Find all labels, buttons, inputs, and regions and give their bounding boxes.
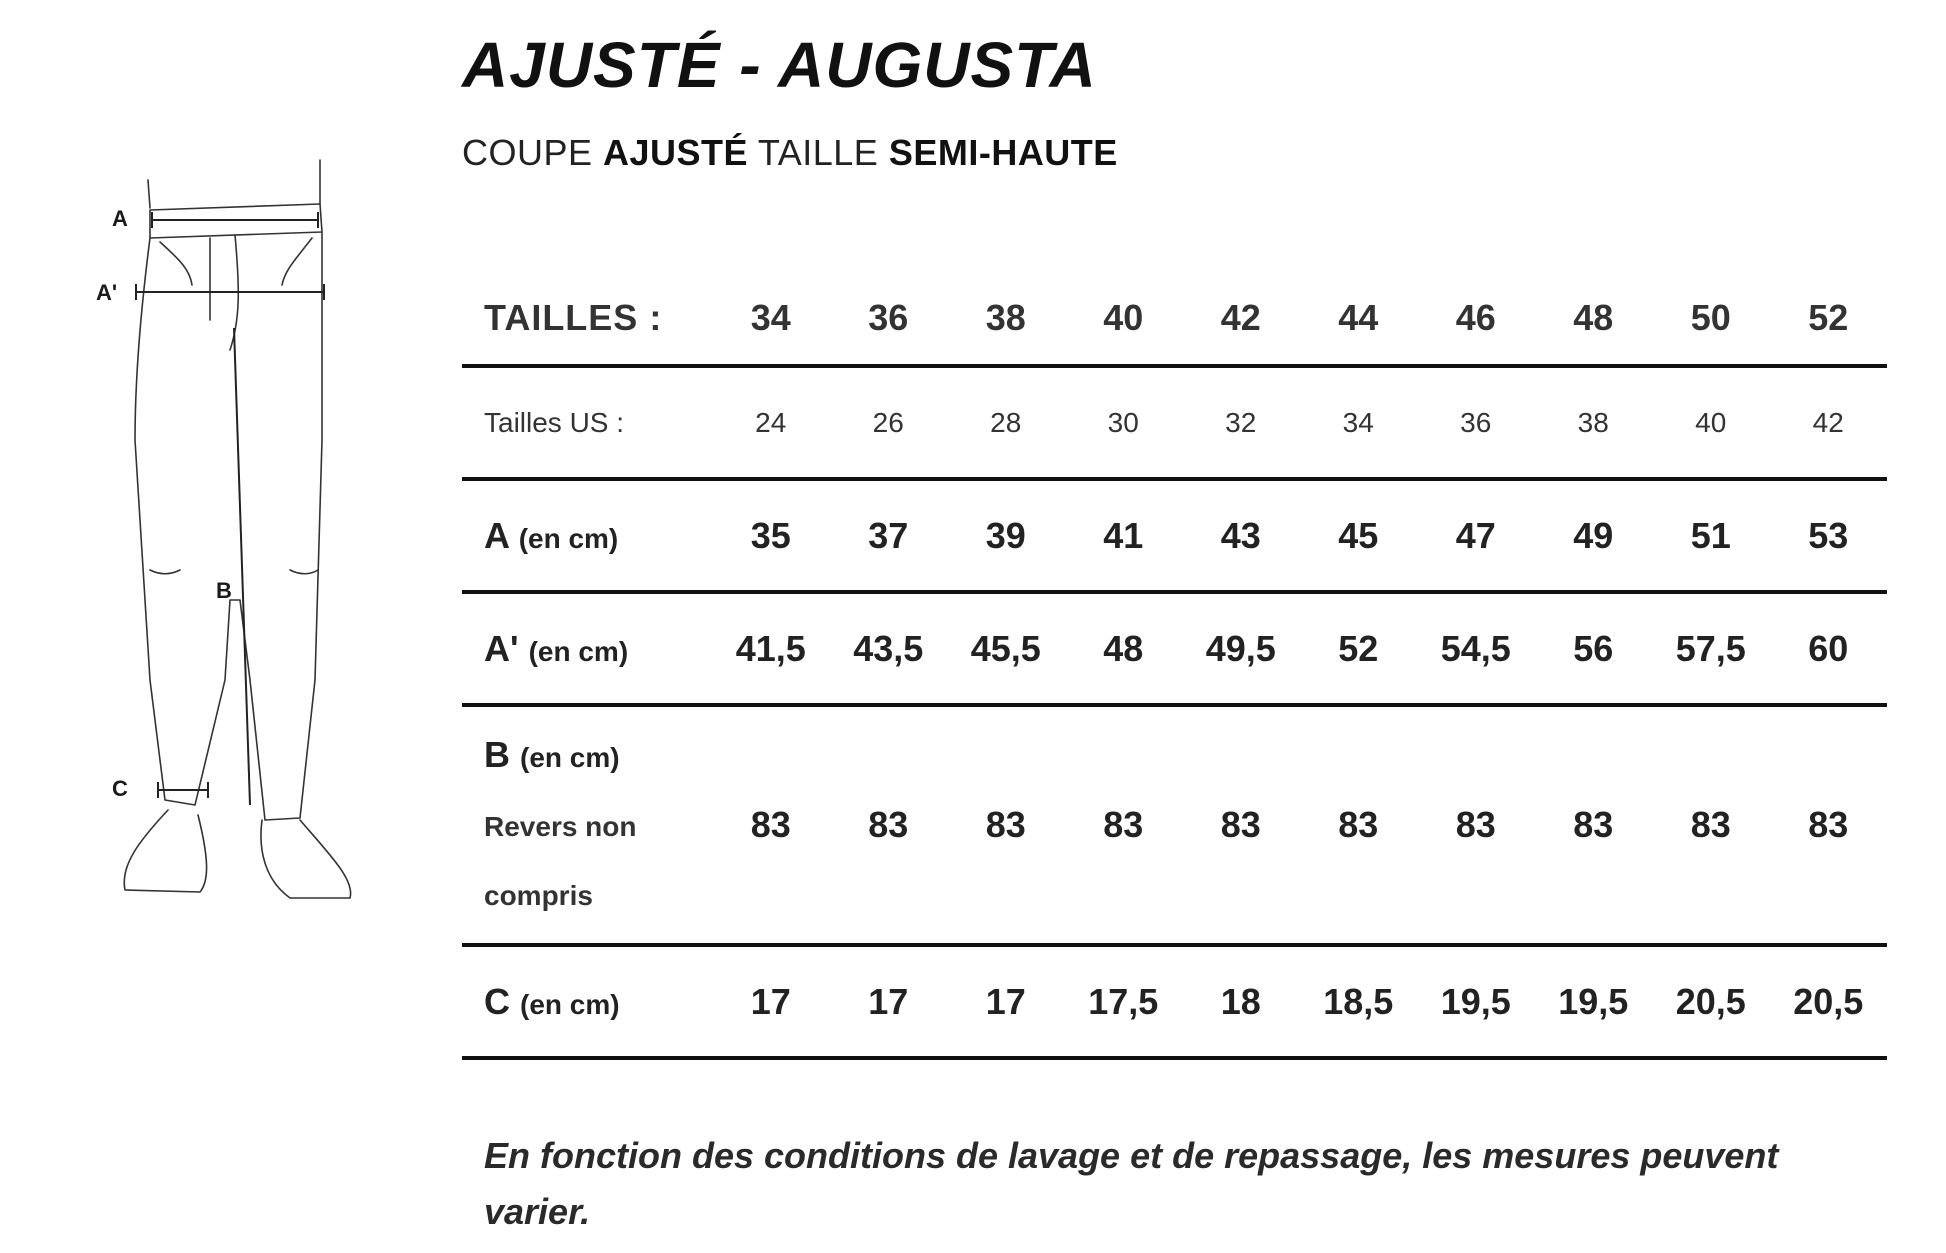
c-value-cell: 17: [750, 980, 791, 1022]
trousers-illustration: [90, 120, 370, 910]
table-row-sizes: [462, 272, 1887, 366]
b-value-cell: 83: [868, 804, 909, 845]
b-value-cell: 83: [750, 804, 791, 845]
table-row-c: [462, 945, 1887, 1058]
table-row-a-prime: [462, 592, 1887, 705]
size-cell: 42: [1220, 297, 1261, 338]
b-value-cell: 83: [1573, 804, 1614, 845]
a-value-cell: 53: [1808, 514, 1849, 556]
c-label-letter: C: [484, 980, 510, 1022]
a-prime-value-cell: 45,5: [970, 627, 1041, 669]
a-value-cell: 35: [750, 514, 791, 556]
subtitle-rise: SEMI-HAUTE: [888, 132, 1118, 173]
us-sizes-label: Tailles US :: [484, 406, 625, 438]
us-size-cell: 40: [1695, 406, 1727, 438]
us-size-cell: 38: [1577, 406, 1609, 438]
c-value-cell: 17: [985, 980, 1026, 1022]
a-prime-value-cell: 60: [1808, 627, 1849, 669]
us-size-cell: 30: [1107, 406, 1139, 438]
c-value-cell: 18: [1220, 980, 1261, 1022]
b-value-cell: 83: [1338, 804, 1379, 845]
b-value-cell: 83: [985, 804, 1026, 845]
c-value-cell: 19,5: [1440, 980, 1511, 1022]
c-value-cell: 17: [868, 980, 909, 1022]
b-value-cell: 83: [1690, 804, 1731, 845]
table-row-us-sizes: [462, 366, 1887, 479]
measurement-disclaimer: En fonction des conditions de lavage et de repassage, les mesures peuvent varier.: [484, 1135, 1779, 1232]
page-title: AJUSTÉ - AUGUSTA: [462, 29, 1097, 101]
size-cell: 36: [868, 297, 909, 338]
size-cell: 50: [1690, 297, 1731, 338]
b-value-cell: 83: [1455, 804, 1496, 845]
size-cell: 40: [1103, 297, 1144, 338]
trousers-drawing: [90, 120, 370, 910]
size-table: [462, 272, 1887, 1060]
subtitle-part-3: TAILLE: [748, 132, 889, 173]
us-size-cell: 36: [1460, 406, 1492, 438]
subtitle-part-1: COUPE: [462, 132, 604, 173]
a-prime-value-cell: 52: [1338, 627, 1379, 669]
a-label-unit: (en cm): [518, 522, 619, 554]
b-value-cell: 83: [1103, 804, 1144, 845]
b-value-cell: 83: [1808, 804, 1849, 845]
a-label-letter: A: [484, 514, 509, 556]
us-size-cell: 28: [990, 406, 1022, 438]
us-size-cell: 26: [872, 406, 904, 438]
sizes-label: TAILLES :: [484, 297, 663, 338]
fit-subtitle: [462, 132, 1118, 174]
c-value-cell: 19,5: [1558, 980, 1629, 1022]
c-value-cell: 17,5: [1088, 980, 1159, 1022]
size-cell: 44: [1338, 297, 1379, 338]
b-label-note-line2: compris: [484, 879, 593, 911]
a-prime-label: [462, 592, 712, 705]
table-row-a: [462, 479, 1887, 592]
c-value-cell: 20,5: [1675, 980, 1746, 1022]
us-size-cell: 32: [1225, 406, 1257, 438]
table-row-b: [462, 705, 1887, 945]
size-cell: 52: [1808, 297, 1849, 338]
us-size-cell: 34: [1342, 406, 1374, 438]
a-value-cell: 41: [1103, 514, 1144, 556]
a-value-cell: 39: [985, 514, 1026, 556]
a-value-cell: 51: [1690, 514, 1731, 556]
size-cell: 46: [1455, 297, 1496, 338]
size-cell: 34: [750, 297, 791, 338]
size-cell: 48: [1573, 297, 1614, 338]
a-prime-value-cell: 49,5: [1205, 627, 1276, 669]
a-label: [462, 479, 712, 592]
a-prime-value-cell: 48: [1103, 627, 1144, 669]
a-value-cell: 49: [1573, 514, 1614, 556]
a-prime-value-cell: 54,5: [1440, 627, 1511, 669]
a-prime-label-letter: A': [484, 627, 519, 669]
a-value-cell: 43: [1220, 514, 1261, 556]
label-a: A: [112, 206, 128, 231]
size-cell: 38: [985, 297, 1026, 338]
a-prime-label-unit: (en cm): [528, 635, 629, 667]
c-label-unit: (en cm): [520, 988, 620, 1020]
a-prime-value-cell: 43,5: [853, 627, 924, 669]
a-prime-value-cell: 57,5: [1675, 627, 1746, 669]
label-a-prime: A': [96, 280, 118, 305]
b-label-unit: (en cm): [520, 741, 620, 773]
c-value-cell: 18,5: [1323, 980, 1394, 1022]
us-size-cell: 42: [1812, 406, 1844, 438]
b-label-note-line1: Revers non: [484, 810, 637, 842]
us-size-cell: 24: [755, 406, 787, 438]
b-label-letter: B: [484, 733, 510, 775]
a-prime-value-cell: 56: [1573, 627, 1614, 669]
b-label: [462, 705, 712, 945]
label-c: C: [112, 776, 128, 801]
label-b: B: [216, 578, 232, 603]
a-value-cell: 47: [1455, 514, 1496, 556]
a-prime-value-cell: 41,5: [735, 627, 806, 669]
subtitle-fit: AJUSTÉ: [603, 132, 749, 173]
c-label: [462, 945, 712, 1058]
a-value-cell: 37: [868, 514, 909, 556]
b-value-cell: 83: [1220, 804, 1261, 845]
a-value-cell: 45: [1338, 514, 1379, 556]
c-value-cell: 20,5: [1793, 980, 1864, 1022]
